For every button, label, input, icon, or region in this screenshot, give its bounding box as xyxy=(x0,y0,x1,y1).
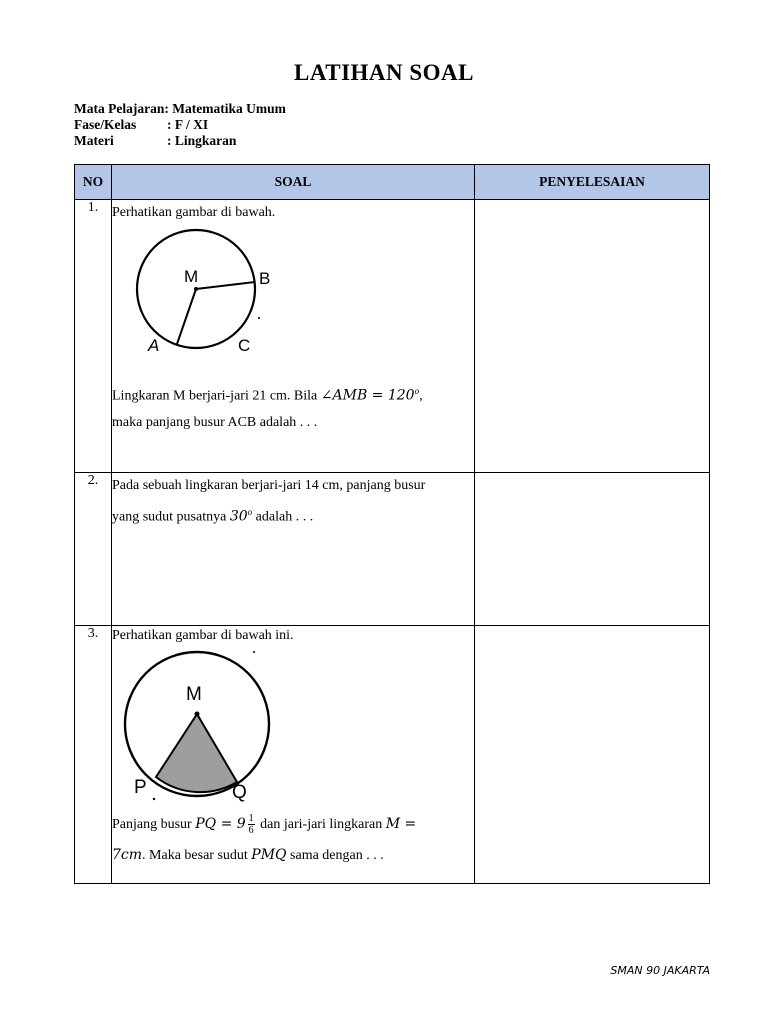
math-7cm: 7cm xyxy=(112,847,143,863)
question-text-part: yang sudut pusatnya xyxy=(112,509,230,525)
question-text-part: sama dengan . . . xyxy=(286,848,384,863)
meta-value: : Lingkaran xyxy=(167,133,237,148)
table-row xyxy=(75,200,710,473)
table-row xyxy=(75,473,710,626)
question-text-part: maka panjang busur ACB adalah . . . xyxy=(112,414,318,430)
row-number: 3. xyxy=(75,626,112,884)
footer-school: SMAN 90 JAKARTA xyxy=(610,964,710,977)
question-table xyxy=(74,164,710,884)
question-text-part: Pada sebuah lingkaran berjari-jari 14 cm, panjang busur xyxy=(112,478,426,493)
question-cell xyxy=(112,473,475,626)
question-text xyxy=(112,809,474,871)
fraction xyxy=(248,813,255,836)
answer-cell[interactable] xyxy=(475,473,710,626)
label-b: B xyxy=(259,269,271,288)
math-pq: PQ = 9 xyxy=(195,816,246,832)
meta-value: : Matematika Umum xyxy=(164,101,286,116)
label-a: A xyxy=(148,336,160,355)
math-angle: 30 xyxy=(229,508,248,525)
question-text-part: , xyxy=(419,388,423,404)
label-c: C xyxy=(238,336,251,355)
answer-cell[interactable] xyxy=(475,200,710,473)
table-header-row xyxy=(75,165,710,200)
degree-sup: o xyxy=(414,386,420,396)
table-row xyxy=(75,626,710,884)
row-number: 2. xyxy=(75,473,112,626)
question-text-part: dan jari-jari lingkaran xyxy=(256,817,386,832)
question-intro: Perhatikan gambar di bawah. xyxy=(112,205,276,220)
header-penyelesaian: PENYELESAIAN xyxy=(475,165,710,200)
label-q: Q xyxy=(232,782,247,803)
fraction-numerator: 1 xyxy=(248,813,254,825)
header-no: NO xyxy=(75,165,112,200)
math-pmq: PMQ xyxy=(251,847,287,863)
circle-figure-pmq xyxy=(118,645,298,805)
question-cell xyxy=(112,200,475,473)
meta-row-subject xyxy=(74,101,286,117)
circle-figure-amb xyxy=(126,222,306,372)
question-cell xyxy=(112,626,475,884)
fraction-denominator: 6 xyxy=(248,825,254,837)
degree-sup: o xyxy=(247,507,253,517)
meta-row-class xyxy=(74,117,286,133)
question-text-part: Panjang busur xyxy=(112,817,196,832)
meta-key: Fase/Kelas xyxy=(74,117,137,132)
meta-key: Materi xyxy=(74,133,114,148)
label-p: P xyxy=(134,777,147,798)
question-text-part: Lingkaran M berjari-jari 21 cm. Bila xyxy=(112,388,321,404)
question-text-part: . Maka besar sudut xyxy=(142,848,252,863)
meta-key: Mata Pelajaran xyxy=(74,101,165,116)
meta-row-material xyxy=(74,133,286,149)
question-text xyxy=(112,378,474,436)
math-angle: ∠AMB = 120 xyxy=(320,387,415,404)
question-intro: Perhatikan gambar di bawah ini. xyxy=(112,628,294,643)
label-m: M xyxy=(184,267,199,286)
meta-value: : F / XI xyxy=(167,117,209,132)
header-soal: SOAL xyxy=(112,165,475,200)
page-title: LATIHAN SOAL xyxy=(293,60,475,85)
meta-block xyxy=(74,101,286,149)
answer-cell[interactable] xyxy=(475,626,710,884)
label-m: M xyxy=(186,684,202,705)
math-m: M = xyxy=(385,816,417,832)
question-text-part: adalah . . . xyxy=(252,509,314,525)
row-number: 1. xyxy=(75,200,112,473)
